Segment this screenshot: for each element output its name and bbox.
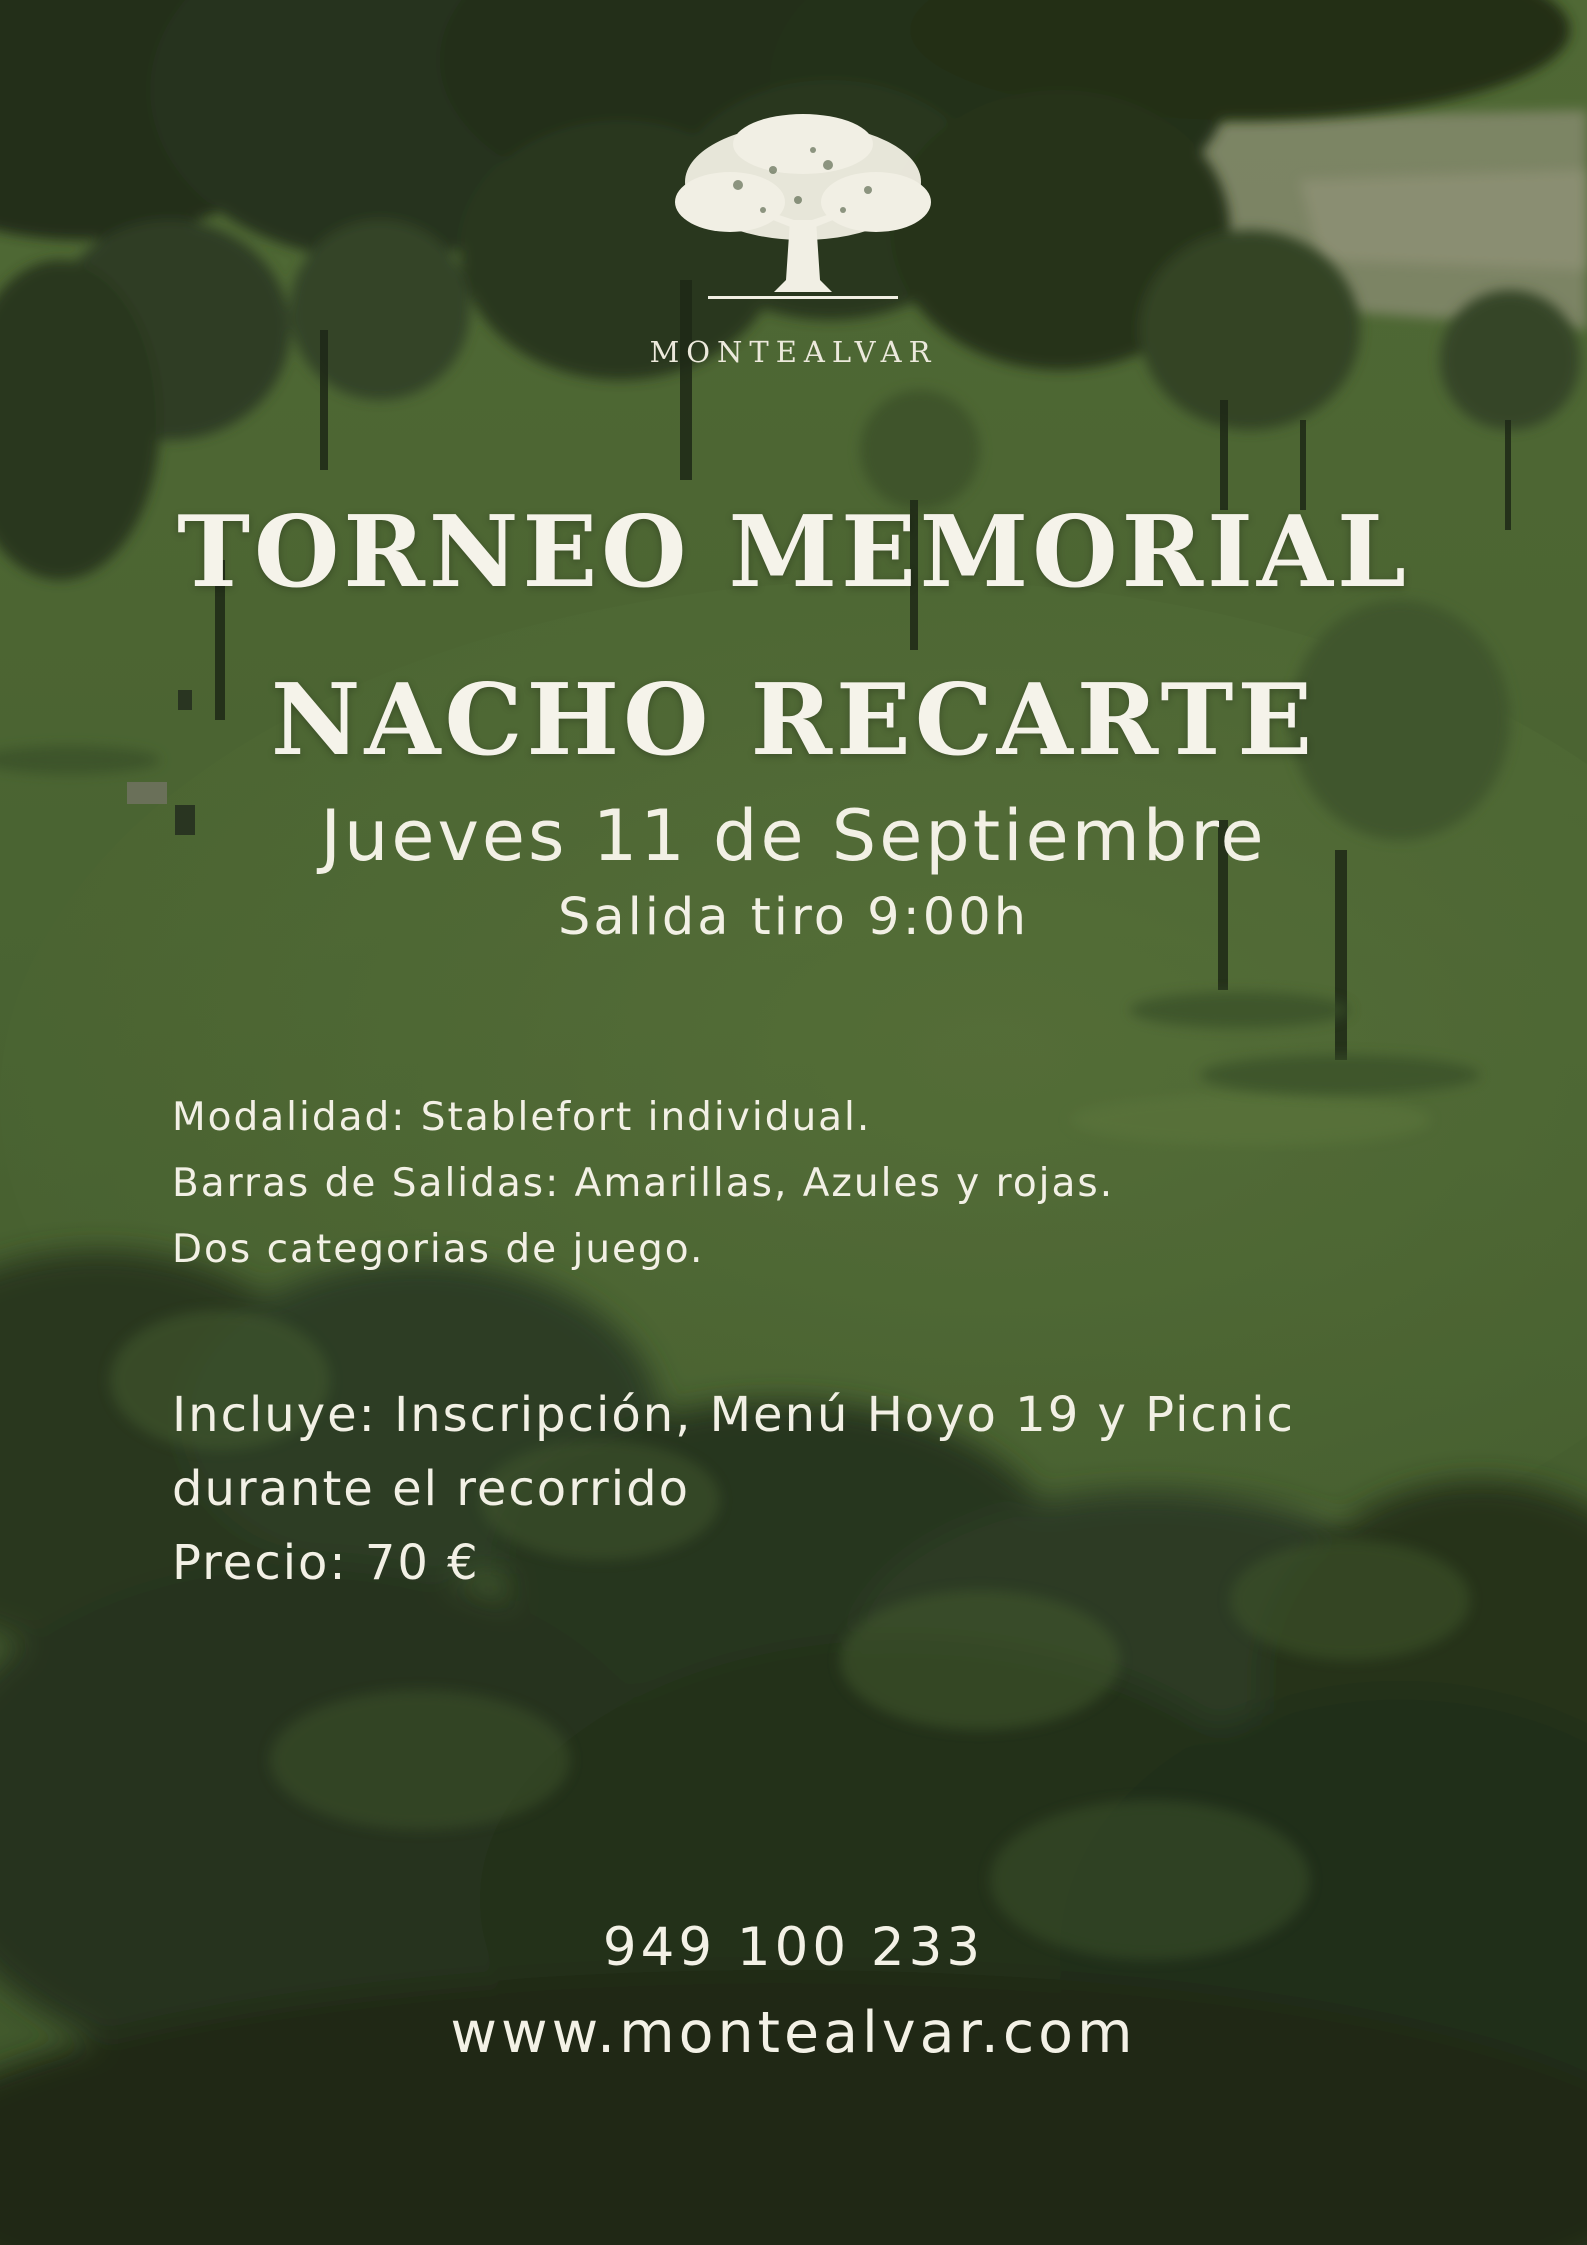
detail-categorias: Dos categorias de juego. [172, 1227, 705, 1272]
includes-line-2: durante el recorrido [172, 1461, 690, 1517]
contact-website: www.montealvar.com [450, 2000, 1137, 2066]
detail-barras: Barras de Salidas: Amarillas, Azules y rojas. [172, 1161, 1115, 1206]
detail-modalidad: Modalidad: Stablefort individual. [172, 1095, 872, 1140]
tournament-details [172, 1085, 1472, 1283]
includes-line-1: Incluye: Inscripción, Menú Hoyo 19 y Picnic [172, 1387, 1295, 1443]
price: Precio: 70 € [172, 1535, 480, 1591]
brand-name: MONTEALVAR [649, 335, 938, 369]
oak-tree-icon [668, 110, 938, 310]
includes-block [172, 1378, 1472, 1600]
event-start-time: Salida tiro 9:00h [557, 888, 1030, 947]
event-title-line-1: TORNEO MEMORIAL [177, 495, 1410, 610]
contact-phone: 949 100 233 [602, 1917, 985, 1978]
event-title-line-2: NACHO RECARTE [270, 663, 1317, 778]
event-date: Jueves 11 de Septiembre [320, 795, 1267, 877]
